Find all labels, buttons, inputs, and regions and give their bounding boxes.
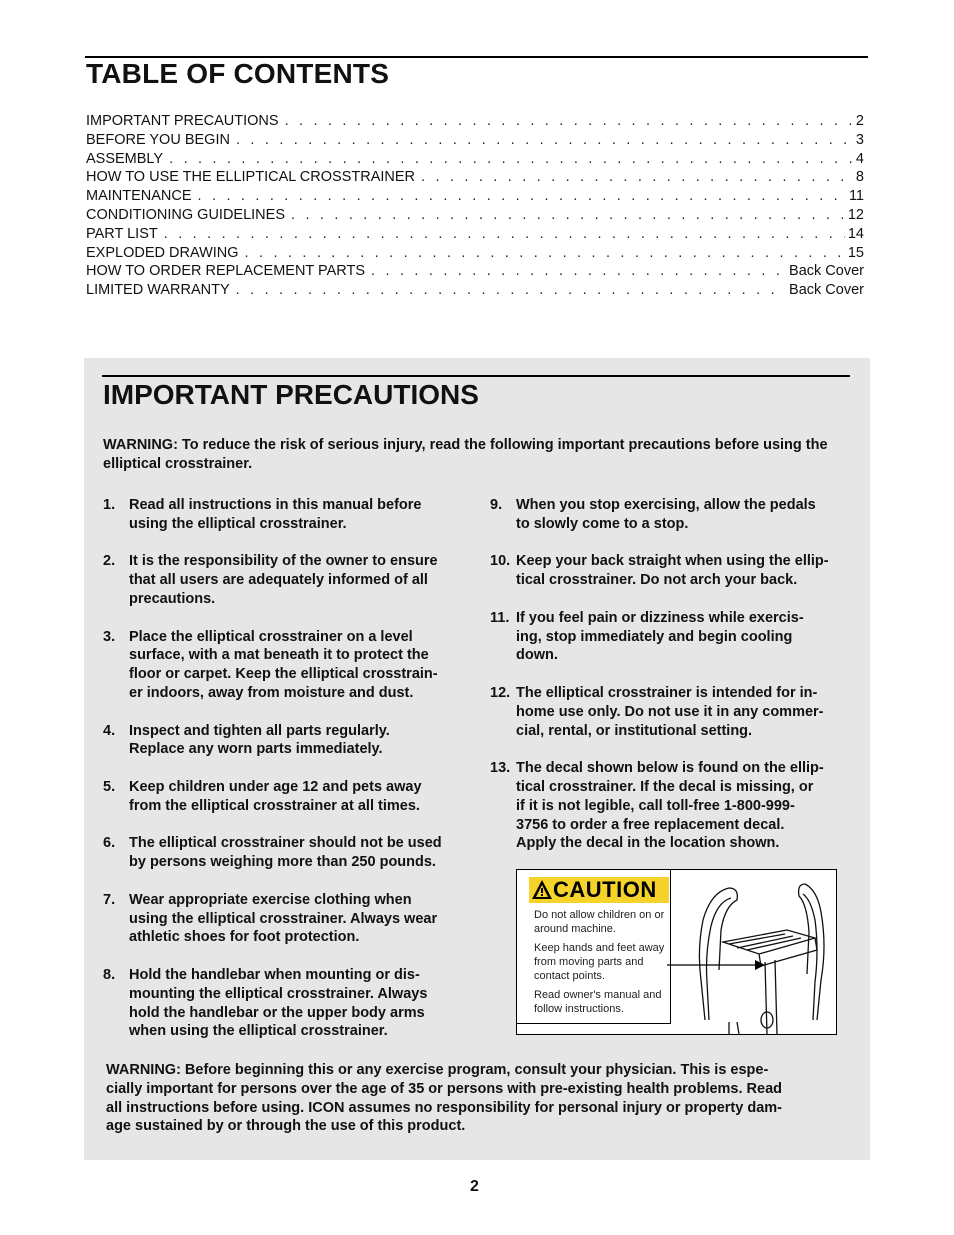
precautions-rule [102,375,850,377]
precaution-text: It is the responsibility of the owner to ensure that all users are adequately informed of all precautions. [129,553,438,607]
warning-physician: WARNING: Before beginning this or any exercise program, consult your physician. This is espe- cially important for persons over the age of 35 or persons with pre-existing health problems. Read all instructions before using. ICON assumes no responsibility for personal injury or property dam- age sustained by or through the use of this product. [106,1062,783,1135]
precaution-item [490,759,852,853]
precaution-text: Wear appropriate exercise clothing when using the elliptical crosstrainer. Always wear athletic shoes for foot protection. [129,891,438,946]
toc-entry-label: LIMITED WARRANTY [86,282,230,299]
toc-entry-label: PART LIST [86,225,158,242]
precaution-number: 13. [490,760,511,777]
toc-entry-label: IMPORTANT PRECAUTIONS [86,113,279,129]
precaution-item [490,684,852,740]
caution-line: Keep hands and feet away from moving parts and contact points. [534,942,665,982]
precaution-text: Place the elliptical crosstrainer on a level surface, with a mat beneath it to protect the floor or carpet. Keep the elliptical crosstrain- er indoors, away from moisture and dust. [129,628,438,701]
warning-triangle-icon [531,879,553,901]
precaution-item [490,609,852,665]
precaution-text: Keep your back straight when using the ellip- tical crosstrainer. Do not arch your back. [516,553,829,589]
precaution-number: 6. [103,835,116,852]
precaution-item [490,552,852,590]
toc-entry [86,225,864,244]
toc-entry-page: 8 [855,169,864,186]
toc-leader-dots [285,112,853,131]
toc-list [86,112,864,300]
page-number: 2 [470,1178,479,1195]
precaution-number: 10. [490,553,511,570]
precaution-item [103,778,465,816]
precaution-item [103,552,465,608]
toc-entry [86,281,864,300]
precaution-item [490,496,852,534]
precaution-text: Keep children under age 12 and pets away from the elliptical crosstrainer at all times. [129,778,422,814]
caution-header [529,877,669,903]
toc-entry-page: 3 [855,131,864,148]
precaution-text: The elliptical crosstrainer should not be used by persons weighing more than 250 pounds. [129,835,442,871]
toc-entry-label: ASSEMBLY [86,150,164,167]
caution-line: Read owner's manual and follow instructions. [534,989,662,1015]
precaution-number: 8. [103,966,116,983]
precaution-text: When you stop exercising, allow the pedals to slowly come to a stop. [516,497,816,532]
warning-intro: WARNING: To reduce the risk of serious injury, read the following important precautions before using the elliptical crosstrainer. [103,437,828,472]
precaution-number: 4. [103,722,116,739]
toc-entry [86,112,864,131]
caution-line: Do not allow children on or around machine. [534,909,665,935]
toc-leader-dots [236,281,786,300]
toc-entry-label: CONDITIONING GUIDELINES [86,206,285,223]
caution-heading: CAUTION [553,877,657,902]
precaution-number: 1. [103,497,116,513]
toc-leader-dots [245,244,845,263]
precaution-item [103,966,465,1041]
toc-entry-label: EXPLODED DRAWING [86,244,239,261]
caution-decal-figure [516,869,837,1035]
crosstrainer-illustration [667,870,835,1034]
precaution-item [103,834,465,872]
precaution-text: The decal shown below is found on the ellip- tical crosstrainer. If the decal is missing, or if it is not legible, call toll-free 1-800-999- 3756 to order a free replacement decal. Apply the decal in the location shown. [516,760,824,852]
precaution-number: 2. [103,553,116,570]
precaution-item [103,628,465,703]
toc-entry [86,206,864,225]
toc-entry-page: 15 [847,244,864,261]
precaution-item [103,722,465,760]
precaution-text: Inspect and tighten all parts regularly. Replace any worn parts immediately. [129,722,390,758]
toc-entry [86,168,864,187]
toc-title: TABLE OF CONTENTS [86,58,390,89]
toc-entry-label: HOW TO ORDER REPLACEMENT PARTS [86,263,366,280]
precaution-number: 12. [490,684,511,701]
toc-leader-dots [236,131,853,150]
toc-leader-dots [421,168,853,187]
precaution-number: 5. [103,778,116,795]
toc-leader-dots [169,150,853,169]
caution-text [534,908,668,1021]
toc-entry [86,244,864,263]
precaution-number: 9. [490,497,503,513]
toc-entry-page: 4 [855,150,864,167]
toc-leader-dots [198,187,846,206]
toc-entry [86,131,864,150]
precaution-text: Read all instructions in this manual before using the elliptical crosstrainer. [129,497,422,532]
precaution-text: The elliptical crosstrainer is intended for in- home use only. Do not use it in any commer- cial, rental, or institutional setting. [516,684,824,739]
precautions-list-left [103,496,465,1060]
toc-entry-page: 2 [855,113,864,129]
precautions-title: IMPORTANT PRECAUTIONS [103,379,479,410]
precautions-list-right [490,496,852,872]
toc-entry-page: Back Cover [789,263,864,280]
toc-entry-label: HOW TO USE THE ELLIPTICAL CROSSTRAINER [86,169,416,186]
toc-entry [86,262,864,281]
toc-entry-page: Back Cover [789,282,864,299]
toc-entry-page: 12 [847,206,864,223]
toc-leader-dots [164,225,845,244]
toc-entry [86,150,864,169]
toc-entry-label: BEFORE YOU BEGIN [86,131,230,148]
precautions-panel [84,358,870,1160]
precaution-number: 11. [490,609,510,626]
toc-entry-label: MAINTENANCE [86,188,192,205]
toc-entry-page: 14 [847,225,864,242]
toc-leader-dots [291,206,845,225]
precaution-number: 3. [103,628,116,645]
precaution-number: 7. [103,891,116,908]
toc-leader-dots [371,262,786,281]
caution-decal [517,870,671,1024]
toc-entry-page: 11 [848,188,864,205]
precaution-item [103,496,465,534]
precaution-text: Hold the handlebar when mounting or dis- mounting the elliptical crosstrainer. Always hold the handlebar or the upper body arms when using the elliptical crosstrainer. [129,966,428,1040]
precaution-text: If you feel pain or dizziness while exercis- ing, stop immediately and begin cooling down. [516,609,804,664]
precaution-item [103,891,465,947]
toc-entry [86,187,864,206]
